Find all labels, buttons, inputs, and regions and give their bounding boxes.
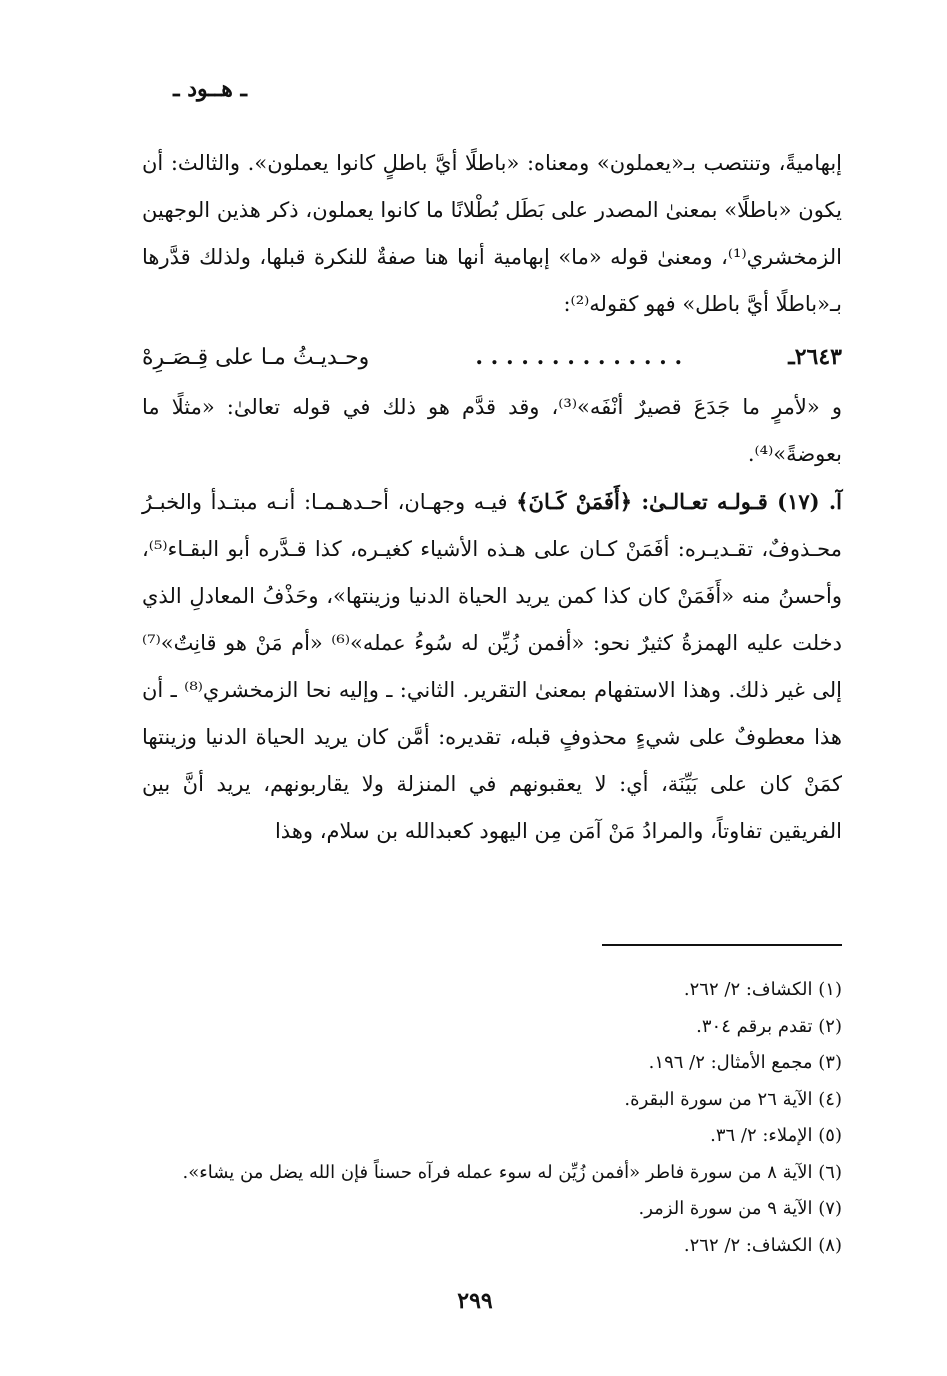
verse-text: وحـديـثُ مـا على قِـصَـرِهْ	[142, 345, 370, 370]
footnote-8: (٨) الكشاف: ٢/ ٢٦٢.	[683, 1234, 842, 1256]
footnote-separator	[602, 944, 842, 946]
paragraph-2: و «لأمرٍ ما جَدَعَ قصيرٌ أنْفَه»⁽³⁾، وقد قدَّم هو ذلك في قوله تعالىٰ: «مثلًا ما بعوضةً»⁽⁴⁾.	[142, 395, 842, 466]
paragraph-3	[142, 478, 842, 855]
verse-heading: آ. (١٧) قـولـه تعـالـىٰ: ﴿أَفَمَنْ كَـانَ﴾	[516, 489, 842, 514]
footnote-4: (٤) الآية ٢٦ من سورة البقرة.	[624, 1088, 842, 1110]
verse-number: ٢٦٤٣ـ	[788, 344, 842, 370]
footnote-2: (٢) تقدم برقم ٣٠٤.	[696, 1015, 842, 1037]
footnote-6: (٦) الآية ٨ من سورة فاطر «أفمن زُيِّن له سوء عمله فرآه حسناً فإن الله يضل من يشاء».	[182, 1161, 842, 1183]
footnote-7: (٧) الآية ٩ من سورة الزمر.	[638, 1198, 842, 1219]
footnotes	[120, 972, 842, 1264]
paragraph-3-body: فيـه وجهـان، أحـدهـمـا: أنـه مبتـدأ والخبـرُ محـذوفٌ، تقـديـره: أفَمَنْ كـان على هـذه الأشياء كغيـره، كذا قـدَّره أبو البقـاء⁽⁵⁾، وأحسنُ منه «أَفَمَنْ كان كذا كمن يريد الحياة الدنيا وزينتها»، وحَذْفُ المعادلِ الذي دخلت عليه الهمزةُ كثيرٌ نحو: «أفمن زُيِّن له سُوءُ عمله»⁽⁶⁾ «أم مَنْ هو قانِتٌ»⁽⁷⁾ إلى غير ذلك. وهذا الاستفهام بمعنىٰ التقرير. الثاني: ـ وإليه نحا الزمخشري⁽⁸⁾ ـ أن هذا معطوفٌ على شيءٍ محذوفٍ قبله، تقديره: أمَّن كان يريد الحياة الدنيا وزينتها كمَنْ كان على بَيِّنَة، أي: لا يعقبونهم في المنزلة ولا يقاربونهم، يريد أنَّ بين الفريقين تفاوتاً، والمرادُ مَنْ آمَن مِن اليهود كعبدالله بن سلام، وهذا	[142, 490, 842, 843]
footnote-3: (٣) مجمع الأمثال: ٢/ ١٩٦.	[648, 1052, 842, 1073]
poetry-verse	[142, 330, 842, 384]
verse-dots: . . . . . . . . . . . . . .	[475, 344, 683, 370]
main-text	[142, 140, 842, 855]
footnote-1: (١) الكشاف: ٢/ ٢٦٢.	[683, 979, 842, 1000]
running-header: ـ هــود ـ	[173, 76, 247, 102]
page-number: ٢٩٩	[457, 1288, 493, 1314]
footnote-5: (٥) الإملاء: ٢/ ٣٦.	[710, 1125, 842, 1146]
paragraph-1: إبهاميةً، وتنتصب بـ«يعملون» ومعناه: «باطلًا أيَّ باطلٍ كانوا يعملون». والثالث: أن يكون «باطلًا» بمعنىٰ المصدر على بَطَل بُطْلانًا ما كانوا يعملون، ذكر هذين الوجهين الزمخشري⁽¹⁾، ومعنىٰ قوله «ما» إبهامية أنها هنا صفةٌ للنكرة قبلها، ولذلك قدَّرها بـ«باطلًا أيَّ باطل» فهو كقوله⁽²⁾:	[142, 151, 842, 316]
